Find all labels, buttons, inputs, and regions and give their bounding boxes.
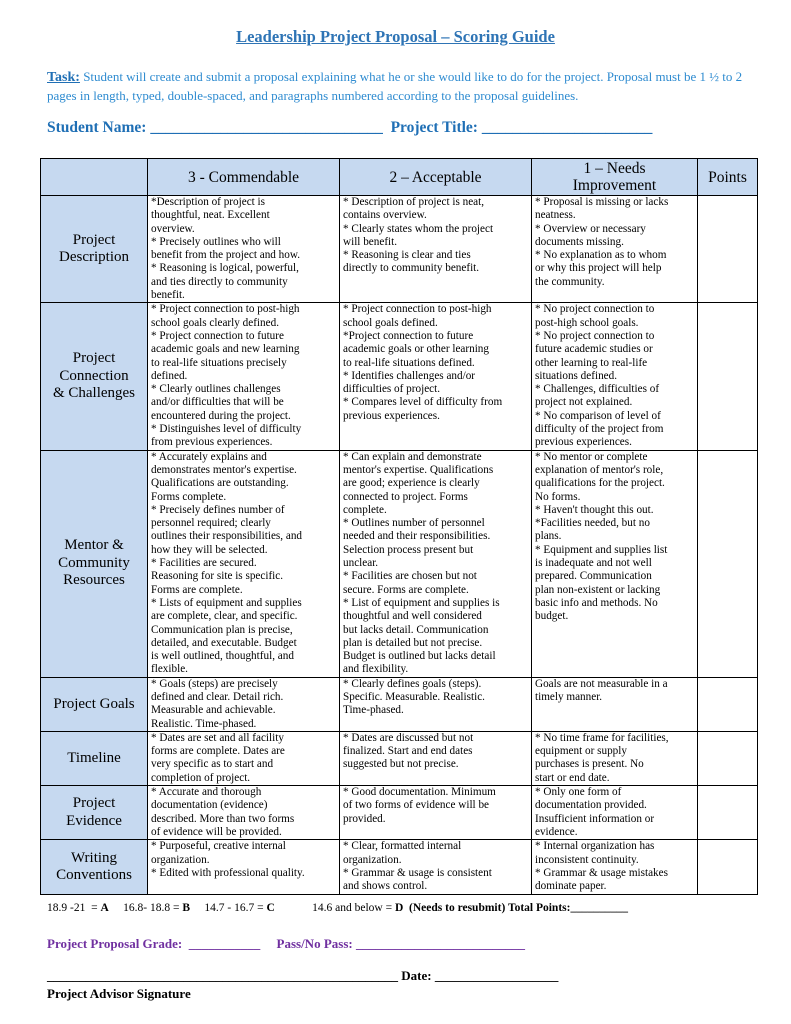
- task-label: Task:: [47, 70, 80, 85]
- row-label: Timeline: [41, 731, 148, 785]
- scoring-rubric-table: [40, 158, 758, 895]
- cell-commendable: * Purposeful, creative internal organization. * Edited with professional quality.: [148, 840, 340, 895]
- cell-commendable: *Description of project is thoughtful, neat. Excellent overview. * Precisely outlines who will benefit from the project and how. * Reasoning is logical, powerful, and ties directly to community benefit.: [148, 196, 340, 303]
- task-description: [47, 68, 747, 105]
- header-blank: [41, 159, 148, 196]
- cell-commendable: * Accurate and thorough documentation (evidence) described. More than two forms of evidence will be provided.: [148, 786, 340, 840]
- cell-needs-improvement: * Only one form of documentation provided. Insufficient information or evidence.: [532, 786, 698, 840]
- header-commendable: 3 - Commendable: [148, 159, 340, 196]
- cell-commendable: * Project connection to post-high school goals clearly defined. * Project connection to future academic goals and new learning to real-life situations precisely defined. * Clearly outlines challenges and/or difficulties that will be encountered during the project. * Distinguishes level of difficulty from previous experiences.: [148, 303, 340, 450]
- cell-acceptable: * Good documentation. Minimum of two forms of evidence will be provided.: [340, 786, 532, 840]
- table-row: [41, 677, 758, 731]
- scale-b-range: 16.8- 18.8 =: [108, 902, 183, 914]
- row-label: Mentor & Community Resources: [41, 450, 148, 677]
- cell-acceptable: * Clear, formatted internal organization. * Grammar & usage is consistent and shows control.: [340, 840, 532, 895]
- table-header-row: [41, 159, 758, 196]
- grade-pass-line: Project Proposal Grade: ___________ Pass/No Pass: __________________________: [47, 936, 525, 951]
- cell-acceptable: * Project connection to post-high school goals defined. *Project connection to future academic goals or other learning to real-life situations defined. * Identifies challenges and/or difficulties of project. * Compares level of difficulty from previous experiences.: [340, 303, 532, 450]
- row-label: Project Evidence: [41, 786, 148, 840]
- scale-c-range: 14.7 - 16.7 =: [190, 902, 267, 914]
- cell-points[interactable]: [698, 731, 758, 785]
- cell-points[interactable]: [698, 303, 758, 450]
- header-needs-improvement: 1 – Needs Improvement: [532, 159, 698, 196]
- header-points: Points: [698, 159, 758, 196]
- cell-acceptable: * Can explain and demonstrate mentor's expertise. Qualifications are good; experience is clearly connected to project. Forms complete. * Outlines number of personnel needed and their responsibilities. Selection process present but unclear. * Facilities are chosen but not secure. Forms are complete. * List of equipment and supplies is thoughtful and well considered but lacks detail. Communication plan is detailed but not precise. Budget is outlined but lacks detail and flexibility.: [340, 450, 532, 677]
- header-acceptable: 2 – Acceptable: [340, 159, 532, 196]
- cell-points[interactable]: [698, 450, 758, 677]
- scale-b-grade: B: [182, 902, 191, 914]
- grading-scale: [47, 902, 628, 914]
- table-row: [41, 786, 758, 840]
- row-label: Writing Conventions: [41, 840, 148, 895]
- cell-needs-improvement: * Internal organization has inconsistent continuity. * Grammar & usage mistakes dominate paper.: [532, 840, 698, 895]
- row-label: Project Goals: [41, 677, 148, 731]
- scale-c-grade: C: [266, 902, 275, 914]
- scale-d-range: 14.6 and below =: [274, 902, 395, 914]
- table-row: [41, 196, 758, 303]
- scale-a-range: 18.9 -21 =: [47, 902, 101, 914]
- table-row: [41, 303, 758, 450]
- cell-acceptable: * Clearly defines goals (steps). Specific. Measurable. Realistic. Time-phased.: [340, 677, 532, 731]
- cell-points[interactable]: [698, 196, 758, 303]
- cell-points[interactable]: [698, 786, 758, 840]
- table-row: [41, 840, 758, 895]
- document-title: Leadership Project Proposal – Scoring Guide: [236, 27, 555, 46]
- cell-needs-improvement: * No time frame for facilities, equipment or supply purchases is present. No start or end date.: [532, 731, 698, 785]
- cell-commendable: * Goals (steps) are precisely defined and clear. Detail rich. Measurable and achievable. Realistic. Time-phased.: [148, 677, 340, 731]
- table-row: [41, 450, 758, 677]
- cell-points[interactable]: [698, 677, 758, 731]
- scale-a-grade: A: [100, 902, 109, 914]
- student-name-project-title-line: Student Name: ______________________________ Project Title: ______________________: [47, 119, 653, 136]
- scale-d-grade-total-points: D (Needs to resubmit) Total Points:__________: [394, 902, 628, 914]
- cell-needs-improvement: * Proposal is missing or lacks neatness. * Overview or necessary documents missing. * No explanation as to whom or why this project will help the community.: [532, 196, 698, 303]
- cell-acceptable: * Dates are discussed but not finalized. Start and end dates suggested but not precise.: [340, 731, 532, 785]
- task-text: Student will create and submit a proposal explaining what he or she would like to do for the project. Proposal must be 1 ½ to 2 pages in length, typed, double-spaced, and paragraphs numbered according to the proposal guidelines.: [47, 69, 743, 103]
- signature-date-line: ______________________________________________________ Date: ___________________: [47, 968, 559, 983]
- cell-acceptable: * Description of project is neat, contains overview. * Clearly states whom the project will benefit. * Reasoning is clear and ties directly to community benefit.: [340, 196, 532, 303]
- cell-needs-improvement: Goals are not measurable in a timely manner.: [532, 677, 698, 731]
- table-row: [41, 731, 758, 785]
- row-label: Project Connection & Challenges: [41, 303, 148, 450]
- cell-points[interactable]: [698, 840, 758, 895]
- cell-needs-improvement: * No mentor or complete explanation of mentor's role, qualifications for the project. No forms. * Haven't thought this out. *Facilities needed, but no plans. * Equipment and supplies list is inadequate and not well prepared. Communication plan non-existent or lacking basic info and methods. No budget.: [532, 450, 698, 677]
- cell-needs-improvement: * No project connection to post-high school goals. * No project connection to future academic studies or other learning to real-life situations defined. * Challenges, difficulties of project not explained. * No comparison of level of difficulty of the project from previous experiences.: [532, 303, 698, 450]
- cell-commendable: * Accurately explains and demonstrates mentor's expertise. Qualifications are outstanding. Forms complete. * Precisely defines number of personnel required; clearly outlines their responsibilities, and how they will be selected. * Facilities are secured. Reasoning for site is specific. Forms are complete. * Lists of equipment and supplies are complete, clear, and specific. Communication plan is precise, detailed, and executable. Budget is well outlined, thoughtful, and flexible.: [148, 450, 340, 677]
- signature-label: Project Advisor Signature: [47, 986, 191, 1001]
- row-label: Project Description: [41, 196, 148, 303]
- cell-commendable: * Dates are set and all facility forms are complete. Dates are very specific as to start and completion of project.: [148, 731, 340, 785]
